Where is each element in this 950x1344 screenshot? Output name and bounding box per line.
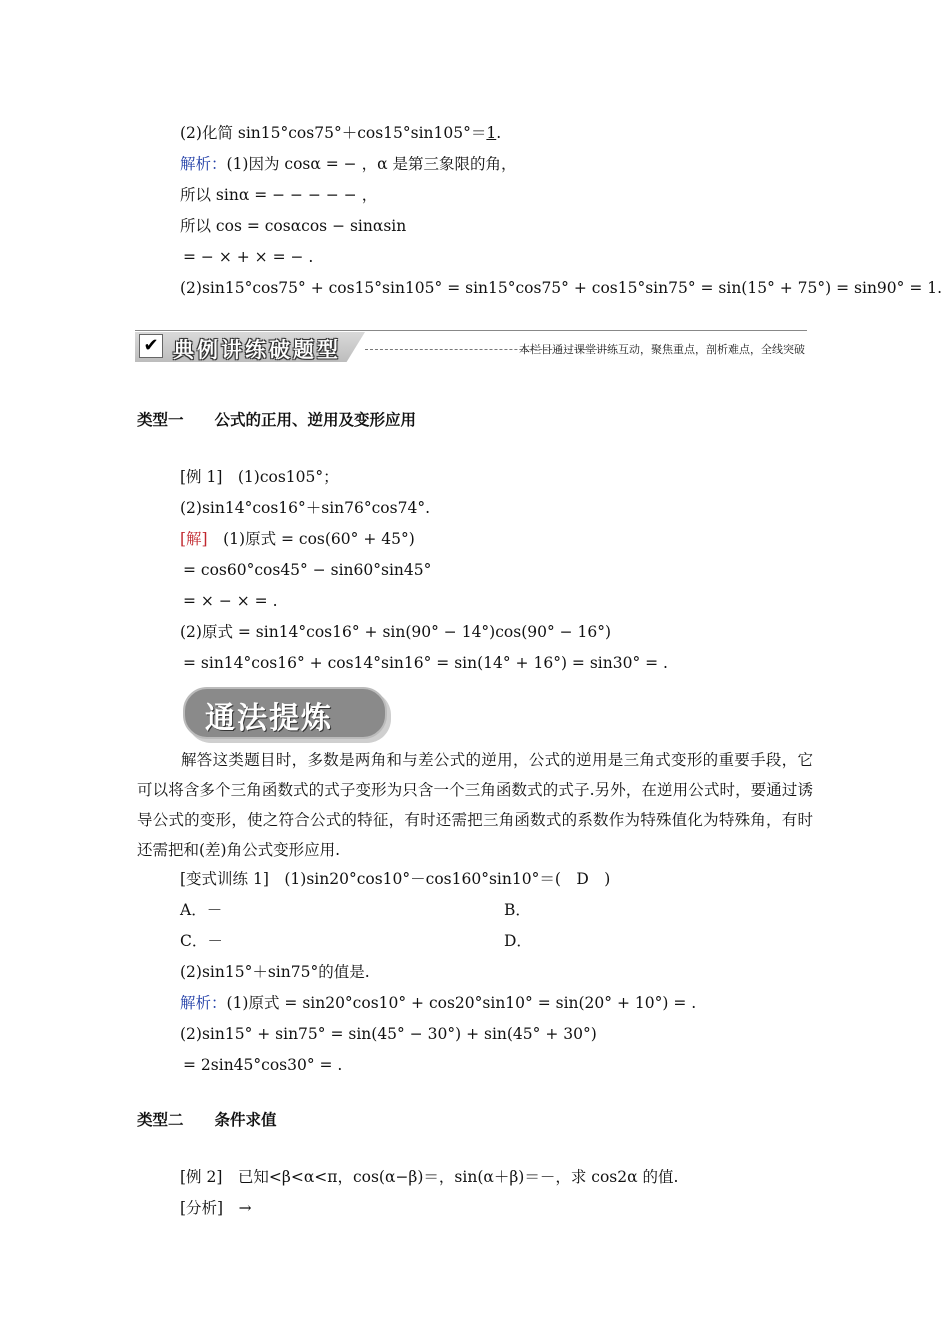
example-2-line: [例 2] 已知<β<α<π，cos(α−β)＝，sin(α＋β)＝－，求 cos2α 的值. xyxy=(180,1168,679,1186)
period: . xyxy=(496,124,502,142)
type2-heading: 类型二 条件求值 xyxy=(137,1111,277,1129)
banner-title: 典例讲练破题型 xyxy=(173,338,341,362)
analysis-line-4: = − × + × = − . xyxy=(183,248,314,266)
method-paragraph: 解答这类题目时，多数是两角和与差公式的逆用，公式的逆用是三角式变形的重要手段，它可以将含多个三角函数式的式子变形为只含一个三角函数式的式子.另外，在逆用公式时，要通过诱导公式的变形，使之符合公式的特征，有时还需把三角函数式的系数作为特殊值化为特殊角，有时还需把和(差)角公式变形应用. xyxy=(137,751,813,859)
analysis-arrow-line: [分析] → xyxy=(180,1199,252,1217)
analysis-line-3: 所以 cos = cosαcos − sinαsin xyxy=(180,217,407,235)
problem-2-line xyxy=(180,123,501,143)
solution-line-5: = sin14°cos16° + cos14°sin16° = sin(14° + 16°) = sin30° = . xyxy=(183,654,668,672)
solution-line-1 xyxy=(180,529,415,549)
example-1-line-1: [例 1] (1)cos105°； xyxy=(180,468,339,486)
variant-analysis-line-2: (2)sin15° + sin75° = sin(45° − 30°) + sin(45° + 30°) xyxy=(180,1025,597,1043)
variant-analysis-line-1 xyxy=(180,993,696,1013)
problem-text: (2)化简 sin15°cos75°＋cos15°sin105°＝ xyxy=(180,124,487,142)
banner-description: 本栏目通过课堂讲练互动，聚焦重点，剖析难点，全线突破 xyxy=(519,343,805,356)
analysis-line-1 xyxy=(180,154,516,174)
analysis-line-2: 所以 sinα = − − − − − ， xyxy=(180,186,378,204)
variant-question-1: [变式训练 1] (1)sin20°cos10°－cos160°sin10°＝( D ) xyxy=(180,870,611,888)
option-a: A．－ xyxy=(180,901,223,919)
type1-heading: 类型一 公式的正用、逆用及变形应用 xyxy=(137,411,417,429)
option-d: D． xyxy=(504,932,532,950)
analysis-label: 解析： xyxy=(180,155,227,173)
check-icon: ✔ xyxy=(139,334,163,358)
method-badge xyxy=(183,687,389,741)
analysis-text: (1)因为 cosα = − ，α 是第三象限的角， xyxy=(226,155,517,173)
section-banner xyxy=(135,328,807,364)
analysis-text: (1)原式 = sin20°cos10° + cos20°sin10° = sin(20° + 10°) = . xyxy=(226,994,697,1012)
solution-line-4: (2)原式 = sin14°cos16° + sin(90° − 14°)cos(90° − 16°) xyxy=(180,623,612,641)
variant-question-2: (2)sin15°＋sin75°的值是. xyxy=(180,963,370,981)
solution-label: [解] xyxy=(180,530,208,548)
option-b: B． xyxy=(504,901,531,919)
solution-line-3: = × − × = . xyxy=(183,592,278,610)
solution-line-2: = cos60°cos45° − sin60°sin45° xyxy=(183,561,432,579)
solution-text: (1)原式 = cos(60° + 45°) xyxy=(207,530,415,548)
variant-analysis-line-3: = 2sin45°cos30° = . xyxy=(183,1056,343,1074)
option-c: C．－ xyxy=(180,932,223,950)
analysis-line-5: (2)sin15°cos75° + cos15°sin105° = sin15°cos75° + cos15°sin75° = sin(15° + 75°) = sin90° = 1. xyxy=(180,279,943,297)
answer-blank: 1 xyxy=(486,124,497,142)
example-1-line-2: (2)sin14°cos16°＋sin76°cos74°. xyxy=(180,499,430,517)
analysis-label: 解析： xyxy=(180,994,227,1012)
badge-title: 通法提炼 xyxy=(205,701,333,736)
banner-rule xyxy=(135,330,807,331)
